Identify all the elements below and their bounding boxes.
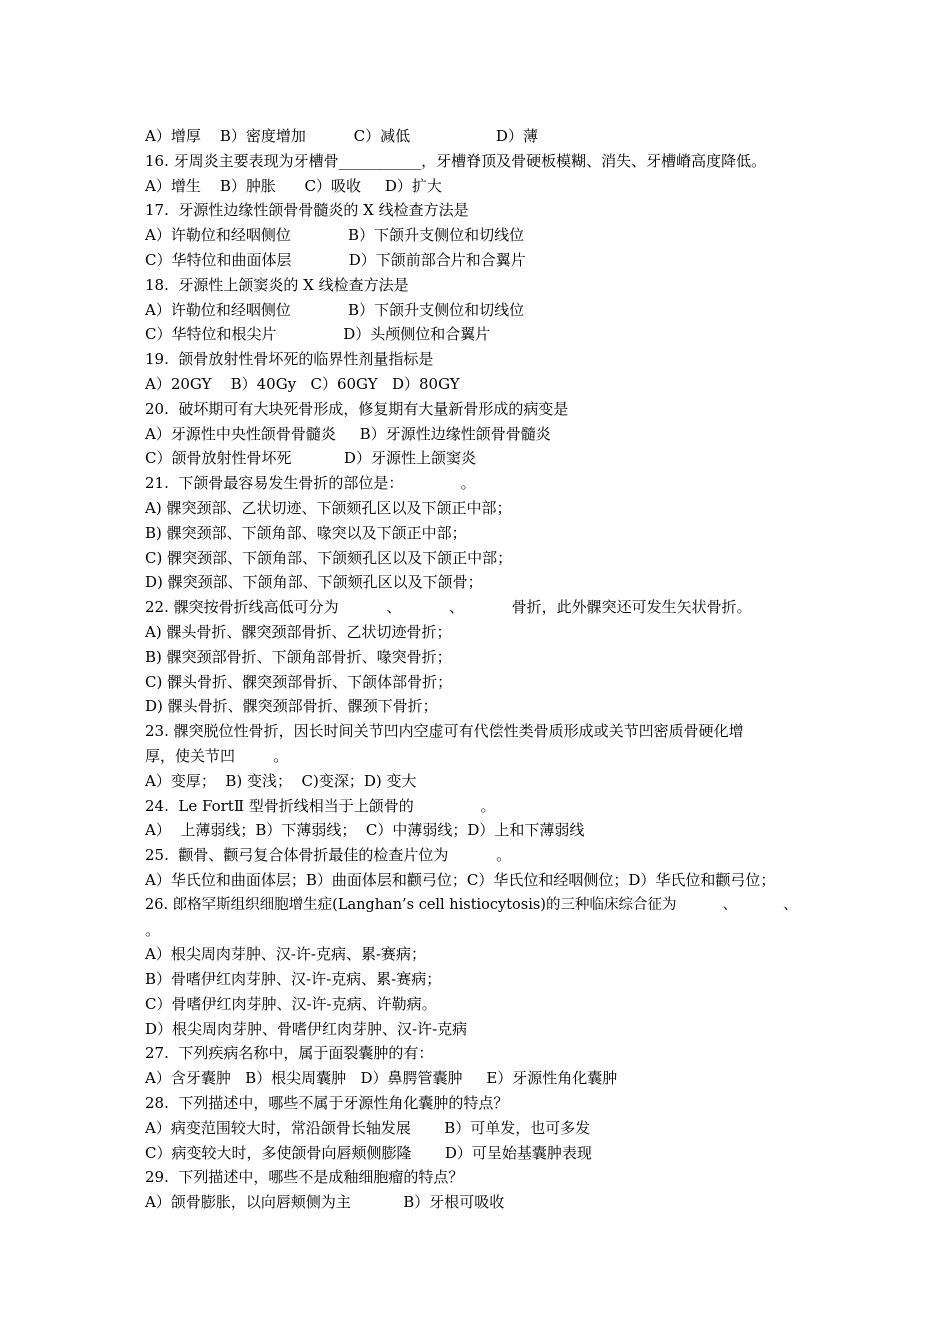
option-26-c: C）骨嗜伊红肉芽肿、汉-许-克病、许勒病。 [145, 994, 437, 1013]
option-line-16: A）增生 B）肿胀 C）吸收 D）扩大 [145, 176, 442, 195]
option-line-24: A） 上薄弱线；B）下薄弱线； C）中薄弱线；D）上和下薄弱线 [145, 821, 585, 840]
option-line-29-ab: A）颌骨膨胀，以向唇颊侧为主 B）牙根可吸收 [145, 1193, 505, 1212]
option-26-a: A）根尖周肉芽肿、汉-许-克病、累-赛病； [145, 945, 427, 964]
option-line-15: A）增厚 B）密度增加 C）减低 D）薄 [145, 127, 538, 145]
question-16: 16. 牙周炎主要表现为牙槽骨___________，牙槽脊顶及骨硬板模糊、消失、牙槽嵴高度降低。 [145, 151, 767, 170]
question-26-part1: 26. 郎格罕斯组织细胞增生症(Langhan’s cell histiocytosis)的三种临床综合征为 、 、 [145, 896, 798, 913]
question-18: 18. 牙源性上颌窦炎的 X 线检查方法是 [145, 275, 409, 294]
question-24: 24. Le FortⅡ 型骨折线相当于上颌骨的 。 [145, 796, 496, 815]
option-line-23: A）变厚； B) 变浅； C)变深；D) 变大 [145, 771, 417, 790]
question-29: 29. 下列描述中，哪些不是成釉细胞瘤的特点？ [145, 1168, 464, 1187]
question-23-part1: 23. 髁突脱位性骨折，因长时间关节凹内空虚可有代偿性类骨质形成或关节凹密质骨硬化增 [145, 722, 744, 741]
option-26-d: D）根尖周肉芽肿、骨嗜伊红肉芽肿、汉-许-克病 [145, 1019, 468, 1038]
option-21-a: A) 髁突颈部、乙状切迹、下颌颏孔区以及下颌正中部； [145, 498, 512, 517]
question-text-block [145, 124, 815, 1215]
option-22-c: C) 髁头骨折、髁突颈部骨折、下颌体部骨折； [145, 672, 453, 691]
option-22-d: D) 髁头骨折、髁突颈部骨折、髁颈下骨折； [145, 697, 438, 716]
question-25: 25. 颧骨、颧弓复合体骨折最佳的检查片位为 。 [145, 846, 512, 865]
option-22-a: A) 髁头骨折、髁突颈部骨折、乙状切迹骨折； [145, 622, 452, 641]
question-21: 21. 下颌骨最容易发生骨折的部位是： 。 [145, 474, 476, 493]
question-26-part2: 。 [145, 920, 161, 939]
option-line-18-ab: A）许勒位和经咽侧位 B）下颌升支侧位和切线位 [145, 300, 525, 319]
option-line-20-cd: C）颌骨放射性骨坏死 D）牙源性上颌窦炎 [145, 449, 476, 468]
option-line-28-cd: C）病变较大时，多使颌骨向唇颊侧膨隆 D）可呈始基囊肿表现 [145, 1143, 592, 1162]
option-line-27: A）含牙囊肿 B）根尖周囊肿 D）鼻腭管囊肿 E）牙源性角化囊肿 [145, 1069, 618, 1088]
option-21-c: C) 髁突颈部、下颌角部、下颌颏孔区以及下颌正中部； [145, 548, 513, 567]
option-line-18-cd: C）华特位和根尖片 D）头颅侧位和合翼片 [145, 325, 491, 344]
question-17: 17. 牙源性边缘性颌骨骨髓炎的 X 线检查方法是 [145, 201, 469, 220]
option-line-17-ab: A）许勒位和经咽侧位 B）下颌升支侧位和切线位 [145, 226, 525, 245]
option-26-b: B）骨嗜伊红肉芽肿、汉-许-克病、累-赛病； [145, 970, 442, 989]
option-line-19: A）20GY B）40Gy C）60GY D）80GY [145, 374, 460, 393]
question-20: 20. 破坏期可有大块死骨形成，修复期有大量新骨形成的病变是 [145, 399, 569, 418]
option-line-28-ab: A）病变范围较大时，常沿颌骨长轴发展 B）可单发，也可多发 [145, 1118, 591, 1137]
option-line-17-cd: C）华特位和曲面体层 D）下颌前部合片和合翼片 [145, 250, 526, 269]
option-22-b: B) 髁突颈部骨折、下颌角部骨折、喙突骨折； [145, 647, 452, 666]
question-23-part2: 厚，使关节凹 。 [145, 746, 289, 765]
question-27: 27. 下列疾病名称中，属于面裂囊肿的有： [145, 1044, 434, 1063]
question-22: 22. 髁突按骨折线高低可分为 、 、 骨折，此外髁突还可发生矢状骨折。 [145, 598, 752, 617]
question-28: 28. 下列描述中，哪些不属于牙源性角化囊肿的特点？ [145, 1094, 509, 1113]
question-19: 19. 颌骨放射性骨坏死的临界性剂量指标是 [145, 350, 434, 369]
option-21-b: B) 髁突颈部、下颌角部、喙突以及下颌正中部； [145, 523, 467, 542]
option-21-d: D) 髁突颈部、下颌角部、下颌颏孔区以及下颌骨； [145, 573, 483, 592]
option-line-25: A）华氏位和曲面体层；B）曲面体层和颧弓位；C）华氏位和经咽侧位；D）华氏位和颧弓位； [145, 870, 776, 889]
option-line-20-ab: A）牙源性中央性颌骨骨髓炎 B）牙源性边缘性颌骨骨髓炎 [145, 424, 551, 443]
